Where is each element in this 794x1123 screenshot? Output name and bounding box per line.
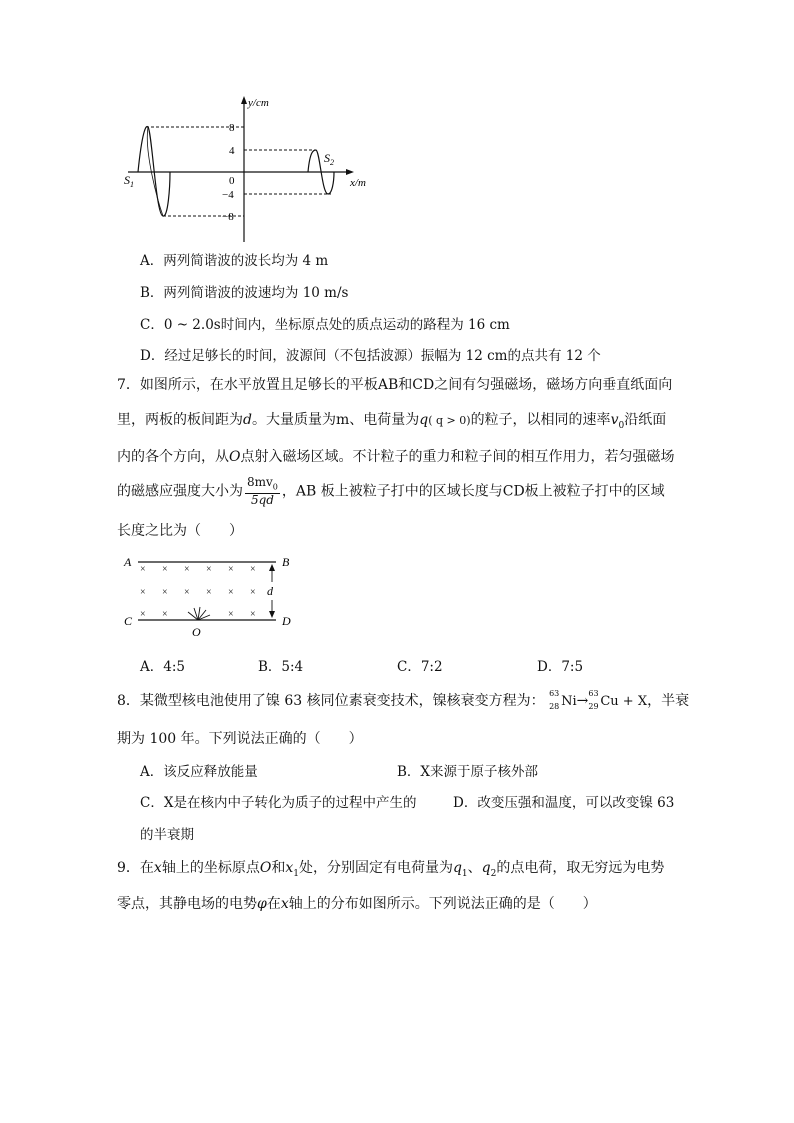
- q8-line1: 8．某微型核电池使用了镍 63 核同位素衰变技术，镍核衰变方程为： 63 28 Ni→ 63 29 Cu + X，半衰: [117, 689, 690, 711]
- tick-minus4: −4: [222, 189, 234, 201]
- tick-8: 8: [229, 122, 235, 134]
- q8-option-b: B．X来源于原子核外部: [397, 764, 539, 780]
- nickel-nuclide: 63 28 Ni: [549, 689, 577, 711]
- field-cross: ×: [162, 609, 168, 620]
- q7-line4: 的磁感应强度大小为 $\frac{8mv_0}{5qd}$ ，AB 板上被粒子打中的区域长度与CD板上被粒子打中的区域: [117, 475, 665, 508]
- field-cross: ×: [140, 587, 146, 598]
- field-cross: ×: [206, 564, 212, 575]
- q8-option-a: A．该反应释放能量: [140, 764, 258, 780]
- field-cross: ×: [206, 587, 212, 598]
- q7-line5: 长度之比为（ ）: [117, 523, 243, 539]
- field-cross: ×: [228, 587, 234, 598]
- field-cross: ×: [140, 564, 146, 575]
- field-cross: ×: [162, 587, 168, 598]
- plate-label-c: C: [124, 614, 133, 628]
- copper-nuclide: 63 29 Cu + X: [588, 689, 648, 711]
- field-cross: ×: [228, 609, 234, 620]
- field-cross: ×: [162, 564, 168, 575]
- field-cross: ×: [250, 564, 256, 575]
- x-axis-label: x/m: [350, 177, 366, 189]
- q6-option-a: A．两列简谐波的波长均为 4 m: [140, 253, 329, 269]
- plates-figure: [118, 552, 298, 642]
- origin-label-o: O: [192, 625, 201, 639]
- q6-option-d: D．经过足够长的时间，波源间（不包括波源）振幅为 12 cm的点共有 12 个: [140, 348, 601, 364]
- q7-line1: 7．如图所示，在水平放置且足够长的平板AB和CD之间有匀强磁场，磁场方向垂直纸面向: [117, 377, 673, 393]
- field-cross: ×: [184, 564, 190, 575]
- q7-line2: 里，两板的板间距为d。大量质量为m、电荷量为q( q > 0)的粒子，以相同的速率$v_0$沿纸面: [117, 412, 667, 431]
- tick-minus8: −8: [222, 211, 234, 223]
- plate-label-a: A: [124, 555, 132, 569]
- source-s1-label: $S_1$: [124, 173, 134, 189]
- q9-line2: 零点，其静电场的电势φ在x轴上的分布如图所示。下列说法正确的是（ ）: [117, 896, 597, 912]
- q8-option-c: C．X是在核内中子转化为质子的过程中产生的: [140, 795, 417, 811]
- q6-option-b: B．两列简谐波的波速均为 10 m/s: [140, 285, 349, 301]
- q6-option-c: C．0 ~ 2.0s时间内，坐标原点处的质点运动的路程为 16 cm: [140, 317, 510, 333]
- y-axis-label: y/cm: [248, 97, 269, 109]
- source-s2-label: $S_2$: [324, 151, 334, 167]
- field-cross: ×: [250, 587, 256, 598]
- distance-label-d: d: [267, 584, 273, 598]
- tick-4: 4: [229, 145, 235, 157]
- field-cross: ×: [184, 587, 190, 598]
- q8-line2: 期为 100 年。下列说法正确的（ ）: [117, 731, 363, 747]
- field-cross: ×: [250, 609, 256, 620]
- wave-figure: [118, 92, 378, 252]
- b-field-fraction: $\frac{8mv_0}{5qd}$: [247, 475, 278, 508]
- plate-label-d: D: [282, 614, 291, 628]
- q9-line1: 9．在x轴上的坐标原点O和$x_1$处，分别固定有电荷量为$q_1$、$q_2$的点电荷，取无穷远为电势: [117, 860, 665, 879]
- q7-option-b: B．5:4: [258, 659, 304, 675]
- field-cross: ×: [140, 609, 146, 620]
- q7-option-a: A．4:5: [140, 659, 185, 675]
- q7-option-d: D．7:5: [537, 659, 584, 675]
- q7-option-c: C．7:2: [397, 659, 443, 675]
- q8-option-d-cont: 的半衰期: [140, 827, 194, 843]
- tick-0: 0: [229, 175, 235, 187]
- field-cross: ×: [228, 564, 234, 575]
- plate-label-b: B: [282, 555, 290, 569]
- q8-option-d: D．改变压强和温度，可以改变镍 63: [453, 795, 675, 811]
- q7-line3: 内的各个方向，从O点射入磁场区域。不计粒子的重力和粒子间的相互作用力，若匀强磁场: [117, 449, 675, 465]
